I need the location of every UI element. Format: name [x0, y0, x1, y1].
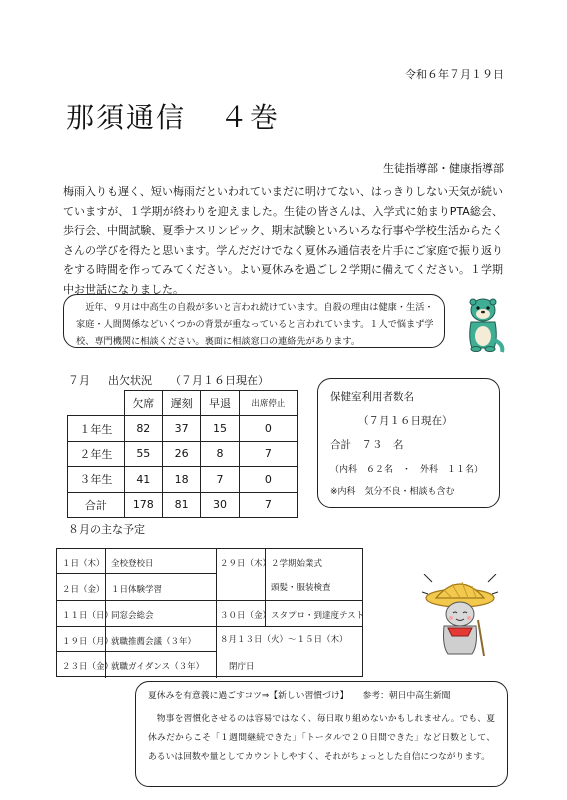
- schedule-event: 就職推薦会議（３年）: [111, 637, 197, 647]
- table-row: [68, 492, 298, 517]
- schedule-date: １１日（日）: [62, 611, 114, 621]
- row-label: ３年生: [68, 467, 125, 492]
- table-cell: 178: [124, 492, 162, 517]
- table-header-row: [68, 391, 298, 416]
- schedule-date: １９日（月）: [62, 637, 114, 647]
- suicide-prevention-notice: [63, 294, 445, 348]
- health-room-note: ※内科 気分不良・相談も含む: [330, 487, 455, 497]
- attendance-asof: （７月１６日現在）: [170, 374, 269, 387]
- column-header: 遅刻: [162, 391, 200, 416]
- health-room-total: 合計 ７３ 名: [330, 439, 404, 451]
- august-schedule-heading: ８月の主な予定: [68, 523, 145, 536]
- health-room-box: [317, 378, 500, 508]
- table-cell: 15: [201, 416, 239, 441]
- table-cell: 0: [239, 467, 297, 492]
- schedule-date: ２日（金）: [62, 585, 105, 595]
- summer-tip-box: [135, 681, 508, 787]
- table-cell: 41: [124, 467, 162, 492]
- page-title: [66, 96, 280, 136]
- green-otter-mascot-icon: [458, 296, 508, 354]
- table-cell: 37: [162, 416, 200, 441]
- table-cell: 0: [239, 416, 297, 441]
- schedule-event: 閉庁日: [229, 662, 255, 672]
- schedule-date: ２３日（金）: [62, 662, 114, 672]
- tip-reference: 参考：朝日中高生新聞: [362, 691, 451, 701]
- table-cell: 7: [239, 441, 297, 466]
- schedule-event: 同窓会総会: [111, 611, 154, 621]
- attendance-month: ７月: [68, 374, 90, 387]
- schedule-event: 頭髪・服装検査: [271, 583, 331, 593]
- schedule-event: スタプロ・到達度テスト: [271, 611, 365, 621]
- table-cell: 7: [201, 467, 239, 492]
- table-cell: 8: [201, 441, 239, 466]
- column-header: 欠席: [124, 391, 162, 416]
- attendance-table: [67, 390, 298, 518]
- attendance-heading: [68, 372, 287, 388]
- jizo-with-straw-hat-mascot-icon: [422, 574, 498, 656]
- health-room-asof: （７月１６日現在）: [358, 415, 453, 427]
- notice-text: 近年、９月は中高生の自殺が多いと言われ続けています。自殺の理由は健康・生活・家庭・人間関係などいくつかの背景が重なっていると言われています。１人で悩まず学校、専門機関に相談ください。裏面に相談窓口の連絡先があります。: [76, 302, 434, 347]
- table-cell: 18: [162, 467, 200, 492]
- department-name: 生徒指導部・健康指導部: [383, 162, 504, 175]
- schedule-event: 全校登校日: [111, 559, 154, 569]
- issue-date: 令和６年７月１９日: [405, 68, 504, 81]
- row-label: １年生: [68, 416, 125, 441]
- volume-number: ４巻: [220, 101, 281, 134]
- column-header: 早退: [201, 391, 239, 416]
- schedule-date: ８月１３日（火）～１５日（木）: [220, 635, 348, 645]
- column-header: 出席停止: [239, 391, 297, 416]
- table-cell: 82: [124, 416, 162, 441]
- newsletter-name: 那須通信: [66, 101, 187, 134]
- attendance-label: 出欠状況: [108, 374, 152, 387]
- intro-paragraph: 梅雨入りも遅く、短い梅雨だといわれていまだに明けてない、はっきりしない天気が続いていますが、１学期が終わりを迎えました。生徒の皆さんは、入学式に始まりPTA総会、歩行会、中間試験、夏季ナスリンピック、期末試験といろいろな行事や学校生活からたくさんの学びを得たと思います。学んだだけでなく夏休み通信表を片手にご家庭で振り返りをする時間を作ってみてください。よい夏休みを過ごし２学期に備えてください。１学期中お世話になりました。: [63, 185, 503, 296]
- row-label: 合計: [68, 492, 125, 517]
- schedule-date: ３０日（金）: [220, 611, 272, 621]
- table-row: [68, 441, 298, 466]
- table-row: [68, 416, 298, 441]
- schedule-date: １日（木）: [62, 559, 105, 569]
- table-cell: 81: [162, 492, 200, 517]
- table-cell: 26: [162, 441, 200, 466]
- tip-heading: 夏休みを有意義に過ごすコツ⇒【新しい習慣づけ】: [148, 691, 349, 701]
- table-row: [68, 467, 298, 492]
- health-room-title: 保健室利用者数名: [330, 391, 414, 403]
- tip-heading-line: [148, 688, 495, 701]
- schedule-event: 就職ガイダンス（３年）: [111, 662, 205, 672]
- row-label: ２年生: [68, 441, 125, 466]
- health-room-breakdown: （内科 ６２名 ・ 外科 １１名）: [330, 465, 484, 475]
- table-cell: 55: [124, 441, 162, 466]
- august-schedule-table: [56, 548, 363, 677]
- table-cell: 7: [239, 492, 297, 517]
- table-cell: 30: [201, 492, 239, 517]
- schedule-event: １日体験学習: [111, 585, 163, 595]
- tip-body: 物事を習慣化させるのは容易ではなく、毎日取り組めないかもしれません。でも、夏休みだからこそ「１週間継続できた」「トータルで２０日間できた」など日数として、あるいは回数や量としてカウントしやすく、それがちょっとした自信につながります。: [148, 714, 495, 762]
- schedule-date: ２９日（木）: [220, 559, 272, 569]
- schedule-event: ２学期始業式: [271, 559, 323, 569]
